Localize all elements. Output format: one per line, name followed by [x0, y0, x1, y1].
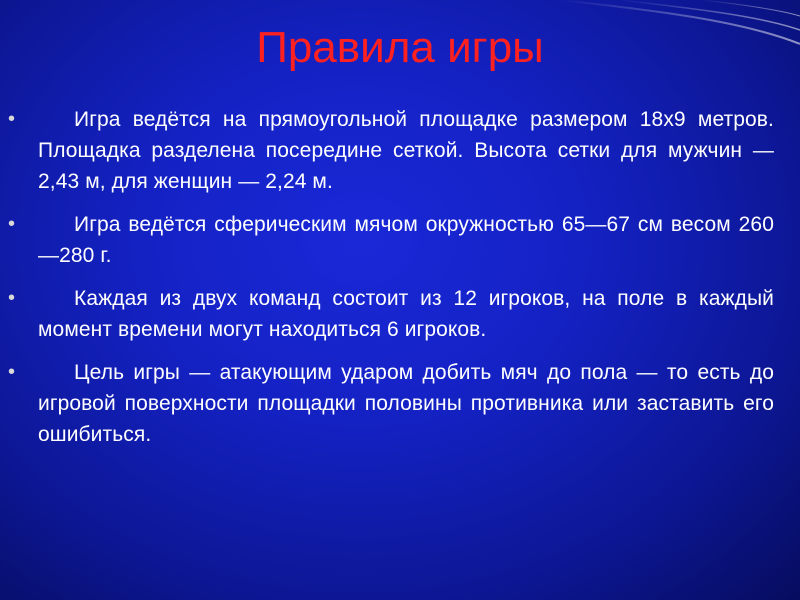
bullet-icon: •: [8, 287, 16, 309]
rule-ball-text: Игра ведётся сферическим мячом окружностью 65—67 см весом 260—280 г.: [38, 213, 774, 267]
list-item: [8, 283, 774, 345]
rules-list: [8, 104, 774, 462]
list-item: [8, 357, 774, 450]
rule-goal-text: Цель игры — атакующим ударом добить мяч до пола — то есть до игровой поверхности площадки половины противника или заставить его ошибиться.: [38, 361, 774, 446]
bullet-icon: •: [8, 213, 16, 235]
rule-court-text: Игра ведётся на прямоугольной площадке размером 18х9 метров. Площадка разделена посередине сеткой. Высота сетки для мужчин — 2,43 м, для женщин — 2,24 м.: [38, 108, 774, 193]
slide-title: Правила игры: [256, 23, 544, 72]
rule-teams-text: Каждая из двух команд состоит из 12 игроков, на поле в каждый момент времени могут находиться 6 игроков.: [38, 287, 774, 341]
list-item: [8, 104, 774, 197]
bullet-icon: •: [8, 108, 16, 130]
list-item: [8, 209, 774, 271]
bullet-icon: •: [8, 361, 16, 383]
